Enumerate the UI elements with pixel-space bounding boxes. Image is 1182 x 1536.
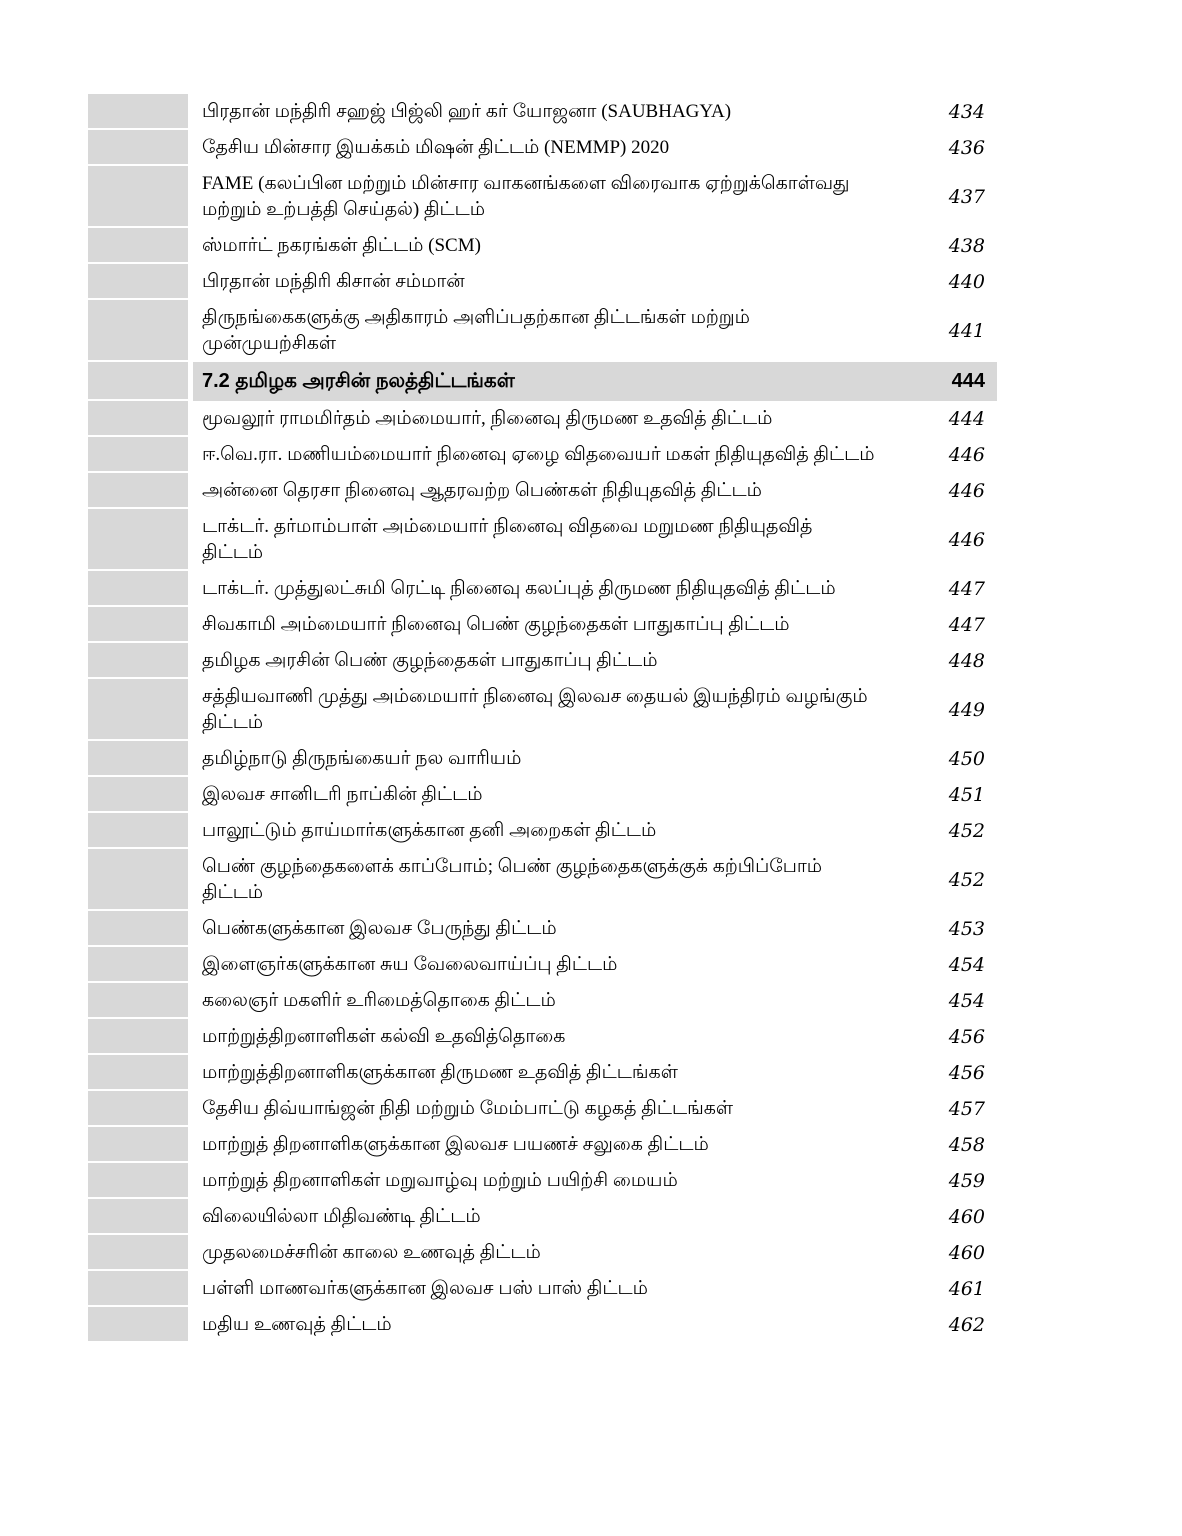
margin-strip-cell <box>88 1199 188 1235</box>
toc-entry-content <box>193 1271 997 1307</box>
toc-entry-title: மதிய உணவுத் திட்டம் <box>202 1314 392 1335</box>
toc-entry-title: பெண்களுக்கான இலவச பேருந்து திட்டம் <box>202 918 557 939</box>
toc-entry-row <box>88 437 997 473</box>
toc-entry-content <box>193 741 997 777</box>
toc-entry-page-number: 456 <box>948 1062 985 1084</box>
toc-entry-row <box>88 300 997 362</box>
toc-entries-state-schemes <box>88 401 997 1343</box>
toc-entry-title: தமிழக அரசின் பெண் குழந்தைகள் பாதுகாப்பு திட்டம் <box>202 650 658 671</box>
toc-entry-content <box>193 300 997 362</box>
toc-entry-title: பெண் குழந்தைகளைக் காப்போம்; பெண் குழந்தைகளுக்குக் கற்பிப்போம் திட்டம் <box>202 856 823 903</box>
toc-entry-row <box>88 741 997 777</box>
toc-entries-national-schemes <box>88 94 997 362</box>
toc-entry-title: இலவச சானிடரி நாப்கின் திட்டம் <box>202 784 483 805</box>
toc-entry-page-number: 460 <box>948 1242 985 1264</box>
toc-entry-content <box>193 643 997 679</box>
toc-entry-row <box>88 813 997 849</box>
toc-entry-title: திருநங்கைகளுக்கு அதிகாரம் அளிப்பதற்கான திட்டங்கள் மற்றும் முன்முயற்சிகள் <box>202 307 750 354</box>
toc-entry-content <box>193 911 997 947</box>
toc-entry-row <box>88 166 997 228</box>
toc-entry-title: பிரதான் மந்திரி சஹஜ் பிஜ்லி ஹர் கர் யோஜனா (SAUBHAGYA) <box>202 101 732 122</box>
margin-strip-cell <box>88 947 188 983</box>
toc-entry-content <box>193 473 997 509</box>
toc-entry-content <box>193 571 997 607</box>
toc-entry-page-number: 454 <box>948 990 985 1012</box>
toc-entry-title: பள்ளி மாணவர்களுக்கான இலவச பஸ் பாஸ் திட்டம் <box>202 1278 648 1299</box>
toc-entry-title: பாலூட்டும் தாய்மார்களுக்கான தனி அறைகள் திட்டம் <box>202 820 657 841</box>
toc-entry-row <box>88 679 997 741</box>
margin-strip-cell <box>88 401 188 437</box>
toc-entry-row <box>88 1235 997 1271</box>
margin-strip-cell <box>88 1235 188 1271</box>
toc-entry-content <box>193 1163 997 1199</box>
toc-entry-content <box>193 509 997 571</box>
toc-entry-content <box>193 1091 997 1127</box>
toc-entry-row <box>88 1199 997 1235</box>
toc-entry-title: ஸ்மார்ட் நகரங்கள் திட்டம் (SCM) <box>202 235 481 256</box>
toc-entry-page-number: 440 <box>948 271 985 293</box>
margin-strip-cell <box>88 571 188 607</box>
toc-entry-content <box>193 947 997 983</box>
toc-entry-content <box>193 166 997 228</box>
toc-entry-page-number: 446 <box>948 480 985 502</box>
toc-entry-row <box>88 509 997 571</box>
toc-entry-title: மாற்றுத்திறனாளிகளுக்கான திருமண உதவித் திட்டங்கள் <box>202 1062 678 1083</box>
toc-entry-page-number: 447 <box>948 578 985 600</box>
toc-entry-content <box>193 1235 997 1271</box>
toc-entry-page-number: 444 <box>948 408 985 430</box>
toc-entry-title: இளைஞர்களுக்கான சுய வேலைவாய்ப்பு திட்டம் <box>202 954 618 975</box>
margin-strip-cell <box>88 813 188 849</box>
toc-entry-page-number: 459 <box>948 1170 985 1192</box>
toc-entry-page-number: 448 <box>948 650 985 672</box>
margin-strip-cell <box>88 362 188 401</box>
toc-entry-title: டாக்டர். தர்மாம்பாள் அம்மையார் நினைவு விதவை மறுமண நிதியுதவித் திட்டம் <box>202 516 813 563</box>
margin-strip-cell <box>88 509 188 571</box>
toc-entry-title: மூவலூர் ராமமிர்தம் அம்மையார், நினைவு திருமண உதவித் திட்டம் <box>202 408 773 429</box>
toc-entry-title: விலையில்லா மிதிவண்டி திட்டம் <box>202 1206 481 1227</box>
toc-entry-page-number: 457 <box>948 1098 985 1120</box>
toc-entry-content <box>193 1127 997 1163</box>
toc-entry-content <box>193 264 997 300</box>
table-of-contents <box>88 94 997 1343</box>
margin-strip-cell <box>88 437 188 473</box>
toc-entry-page-number: 434 <box>948 101 985 123</box>
toc-entry-page-number: 446 <box>948 444 985 466</box>
toc-entry-content <box>193 983 997 1019</box>
toc-entry-row <box>88 1271 997 1307</box>
margin-strip-cell <box>88 1307 188 1343</box>
margin-strip-cell <box>88 911 188 947</box>
margin-strip-cell <box>88 300 188 362</box>
toc-entry-page-number: 458 <box>948 1134 985 1156</box>
toc-entry-page-number: 452 <box>948 820 985 842</box>
toc-entry-title: டாக்டர். முத்துலட்சுமி ரெட்டி நினைவு கலப்புத் திருமண நிதியுதவித் திட்டம் <box>202 578 836 599</box>
toc-entry-content <box>193 1307 997 1343</box>
toc-entry-content <box>193 777 997 813</box>
section-header-band <box>193 362 997 401</box>
toc-entry-row <box>88 777 997 813</box>
toc-entry-title: முதலமைச்சரின் காலை உணவுத் திட்டம் <box>202 1242 541 1263</box>
margin-strip-cell <box>88 94 188 130</box>
section-header-page-number: 444 <box>951 370 985 392</box>
margin-strip-cell <box>88 643 188 679</box>
margin-strip-cell <box>88 607 188 643</box>
toc-entry-row <box>88 264 997 300</box>
margin-strip-cell <box>88 777 188 813</box>
toc-entry-row <box>88 94 997 130</box>
margin-strip-cell <box>88 1091 188 1127</box>
toc-entry-row <box>88 571 997 607</box>
toc-entry-row <box>88 401 997 437</box>
toc-entry-title: மாற்றுத் திறனாளிகளுக்கான இலவச பயணச் சலுகை திட்டம் <box>202 1134 709 1155</box>
margin-strip-cell <box>88 130 188 166</box>
toc-entry-row <box>88 1055 997 1091</box>
toc-entry-content <box>193 849 997 911</box>
section-header-row <box>88 362 997 401</box>
toc-entry-row <box>88 911 997 947</box>
section-header-label: 7.2 தமிழக அரசின் நலத்திட்டங்கள் <box>202 370 515 392</box>
margin-strip-cell <box>88 166 188 228</box>
toc-entry-row <box>88 1127 997 1163</box>
toc-entry-page-number: 451 <box>948 784 985 806</box>
toc-entry-page-number: 441 <box>948 320 985 342</box>
toc-entry-title: சிவகாமி அம்மையார் நினைவு பெண் குழந்தைகள் பாதுகாப்பு திட்டம் <box>202 614 790 635</box>
toc-entry-row <box>88 643 997 679</box>
margin-strip-cell <box>88 1019 188 1055</box>
toc-entry-row <box>88 1091 997 1127</box>
margin-strip-cell <box>88 473 188 509</box>
toc-entry-content <box>193 1019 997 1055</box>
toc-entry-row <box>88 607 997 643</box>
toc-entry-title: தேசிய மின்சார இயக்கம் மிஷன் திட்டம் (NEMMP) 2020 <box>202 137 670 158</box>
toc-entry-row <box>88 947 997 983</box>
toc-entry-content <box>193 94 997 130</box>
toc-entry-title: சத்தியவாணி முத்து அம்மையார் நினைவு இலவச தையல் இயந்திரம் வழங்கும் திட்டம் <box>202 686 868 733</box>
toc-entry-row <box>88 130 997 166</box>
toc-entry-title: கலைஞர் மகளிர் உரிமைத்தொகை திட்டம் <box>202 990 556 1011</box>
toc-entry-title: மாற்றுத் திறனாளிகள் மறுவாழ்வு மற்றும் பயிற்சி மையம் <box>202 1170 678 1191</box>
margin-strip-cell <box>88 1127 188 1163</box>
toc-entry-row <box>88 983 997 1019</box>
toc-entry-content <box>193 607 997 643</box>
toc-entry-page-number: 436 <box>948 137 985 159</box>
toc-entry-page-number: 462 <box>948 1314 985 1336</box>
margin-strip-cell <box>88 983 188 1019</box>
margin-strip-cell <box>88 1163 188 1199</box>
toc-entry-row <box>88 1019 997 1055</box>
toc-entry-content <box>193 1055 997 1091</box>
toc-entry-page-number: 446 <box>948 529 985 551</box>
toc-entry-title: அன்னை தெரசா நினைவு ஆதரவற்ற பெண்கள் நிதியுதவித் திட்டம் <box>202 480 762 501</box>
toc-entry-page-number: 452 <box>948 869 985 891</box>
toc-entry-title: பிரதான் மந்திரி கிசான் சம்மான் <box>202 271 465 292</box>
toc-entry-content <box>193 401 997 437</box>
toc-entry-page-number: 460 <box>948 1206 985 1228</box>
toc-entry-title: தேசிய திவ்யாங்ஜன் நிதி மற்றும் மேம்பாட்டு கழகத் திட்டங்கள் <box>202 1098 734 1119</box>
toc-entry-page-number: 453 <box>948 918 985 940</box>
margin-strip-cell <box>88 1055 188 1091</box>
toc-entry-row <box>88 473 997 509</box>
toc-entry-row <box>88 1163 997 1199</box>
toc-entry-title: ஈ.வெ.ரா. மணியம்மையார் நினைவு ஏழை விதவையர் மகள் நிதியுதவித் திட்டம் <box>202 444 875 465</box>
toc-entry-page-number: 449 <box>948 699 985 721</box>
margin-strip-cell <box>88 741 188 777</box>
toc-entry-row <box>88 1307 997 1343</box>
toc-entry-page-number: 437 <box>948 186 985 208</box>
margin-strip-cell <box>88 228 188 264</box>
margin-strip-cell <box>88 1271 188 1307</box>
toc-entry-title: தமிழ்நாடு திருநங்கையர் நல வாரியம் <box>202 748 522 769</box>
toc-entry-page-number: 454 <box>948 954 985 976</box>
toc-entry-page-number: 456 <box>948 1026 985 1048</box>
toc-entry-content <box>193 437 997 473</box>
toc-entry-content <box>193 1199 997 1235</box>
toc-entry-page-number: 438 <box>948 235 985 257</box>
toc-entry-page-number: 461 <box>948 1278 985 1300</box>
toc-entry-page-number: 450 <box>948 748 985 770</box>
toc-entry-content <box>193 813 997 849</box>
toc-entry-content <box>193 130 997 166</box>
toc-entry-title: FAME (கலப்பின மற்றும் மின்சார வாகனங்களை விரைவாக ஏற்றுக்கொள்வது மற்றும் உற்பத்தி செய்தல்) திட்டம் <box>202 173 850 220</box>
toc-entry-row <box>88 849 997 911</box>
margin-strip-cell <box>88 849 188 911</box>
toc-entry-title: மாற்றுத்திறனாளிகள் கல்வி உதவித்தொகை <box>202 1026 566 1047</box>
toc-entry-content <box>193 679 997 741</box>
toc-entry-content <box>193 228 997 264</box>
margin-strip-cell <box>88 679 188 741</box>
toc-entry-row <box>88 228 997 264</box>
toc-entry-page-number: 447 <box>948 614 985 636</box>
margin-strip-cell <box>88 264 188 300</box>
